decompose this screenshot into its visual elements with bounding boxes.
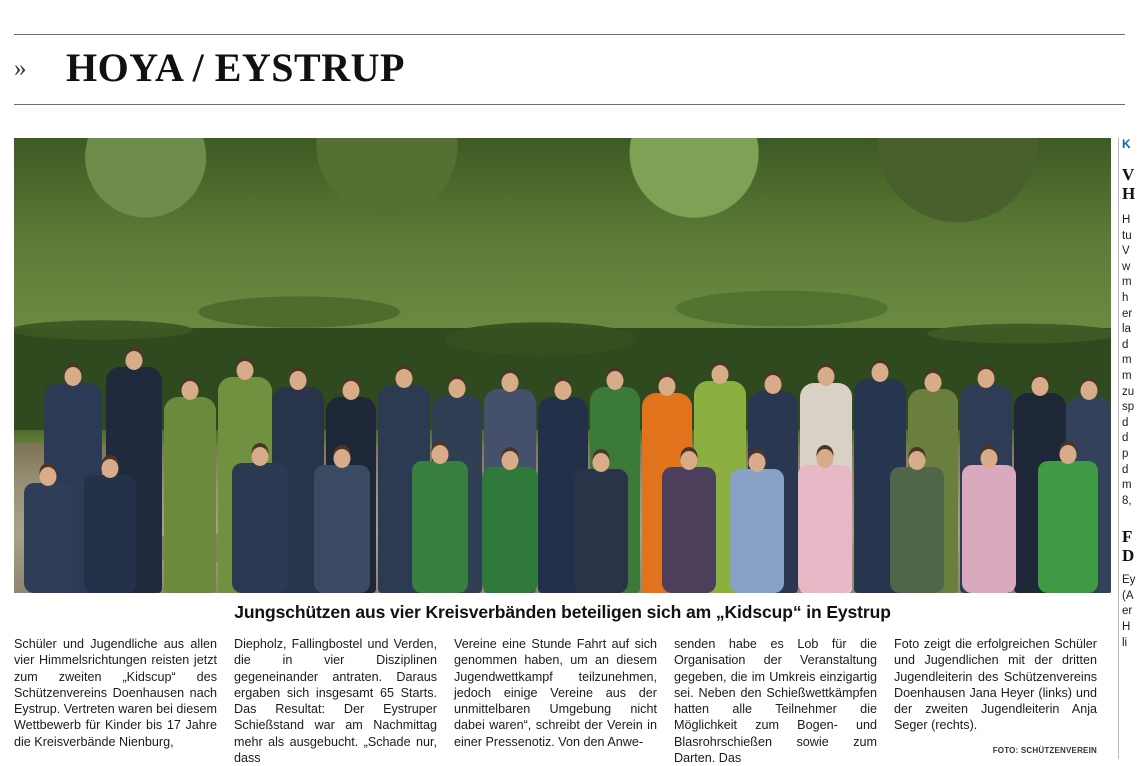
rail-headline-secondary [1122, 527, 1139, 565]
rail-headline [1122, 165, 1139, 203]
rail-body-line: m [1122, 354, 1132, 367]
rail-body-line: d [1122, 463, 1129, 476]
rail-body-line: la [1122, 323, 1131, 336]
rail-body-line: er [1122, 307, 1133, 320]
person-figure [890, 467, 944, 593]
page-title: HOYA / EYSTRUP [66, 45, 405, 90]
rail-body-line: er [1122, 605, 1133, 618]
article-column-3 [454, 636, 657, 766]
rail-body-line: d [1122, 338, 1129, 351]
lead-article [14, 138, 1111, 766]
person-figure [24, 483, 72, 593]
rail-body-line: tu [1122, 229, 1132, 242]
person-figure [798, 465, 852, 593]
article-paragraph: Diepholz, Fallingbostel und Verden, die in vier Disziplinen gegeneinander antraten. Daraus ergaben sich insgesamt 65 Starts. Das Resultat: Der Eystruper Schießstand war am Nachmittag mehr als ausgebucht. „Schade nur, dass [234, 637, 437, 766]
article-column-2 [234, 636, 437, 766]
article-column-5 [894, 636, 1097, 766]
rail-body-line: (A [1122, 589, 1134, 602]
rail-body-line: sp [1122, 401, 1135, 414]
article-paragraph: Foto zeigt die erfolgreichen Schüler und Jugendlichen mit der dritten Jugendleiterin des Schützenvereins Doenhausen Jana Heyer (links) und der zweiten Jugendleiterin Anja Seger (rechts). [894, 637, 1097, 733]
section-marker-icon: » [14, 55, 27, 82]
person-figure [962, 465, 1016, 593]
person-figure [314, 465, 370, 593]
rail-kicker: K [1122, 138, 1131, 151]
person-figure [574, 469, 628, 593]
rail-body-line: H [1122, 621, 1131, 634]
rail-body-line: p [1122, 447, 1129, 460]
article-paragraph: senden habe es Lob für die Organisation der Veranstaltung gegeben, die im Umkreis einzigartig sei. Neben den Schießwettkämpfen hatten alle Teilnehmer die Möglichkeit zum Bogen- und Blasrohrschießen sowie zum Darten. Das [674, 637, 877, 766]
article-photo [14, 138, 1111, 593]
article-column-1 [14, 636, 217, 766]
person-figure [232, 463, 288, 593]
rail-body-line: li [1122, 636, 1128, 649]
photo-group-of-people [14, 208, 1111, 593]
article-body-columns [14, 636, 1111, 766]
person-figure [730, 469, 784, 593]
article-paragraph: Vereine eine Stunde Fahrt auf sich genommen haben, um an diesem Jugendwettkampf teilzunehmen, jedoch einige Vereine aus der unmittelbaren Umgebung nicht dabei waren“, schreibt der Verein in einer Pressenotiz. Von den Anwe- [454, 637, 657, 749]
rail-headline-line: D [1122, 546, 1135, 566]
masthead-rule-bottom [14, 104, 1125, 105]
rail-body-line: m [1122, 276, 1132, 289]
rail-body-line: H [1122, 214, 1131, 226]
rail-body-line: d [1122, 416, 1129, 429]
photo-credit: FOTO: SCHÜTZENVEREIN [992, 745, 1097, 755]
rail-body-line: m [1122, 479, 1132, 492]
rail-body-secondary [1122, 573, 1139, 651]
masthead-rule-top [14, 34, 1125, 35]
person-figure [84, 475, 136, 593]
rail-body-line: zu [1122, 385, 1135, 398]
right-rail-column [1122, 138, 1139, 759]
rail-body-line: 8, [1122, 494, 1132, 507]
person-figure [482, 467, 538, 593]
rail-divider [1118, 138, 1119, 759]
page-masthead [0, 0, 1139, 112]
rail-headline-line: H [1122, 184, 1136, 203]
rail-headline-line: V [1122, 165, 1135, 184]
person-figure [412, 461, 468, 593]
rail-body-line: m [1122, 369, 1132, 382]
rail-body-line: Ey [1122, 574, 1136, 587]
rail-body [1122, 213, 1139, 509]
person-figure [164, 397, 216, 593]
person-figure [662, 467, 716, 593]
rail-body-line: d [1122, 432, 1129, 445]
article-headline: Jungschützen aus vier Kreisverbänden beteiligen sich am „Kidscup“ in Eystrup [234, 602, 891, 622]
article-column-4 [674, 636, 877, 766]
article-paragraph: Schüler und Jugendliche aus allen vier Himmelsrichtungen reisten jetzt zum zweiten „Kidscup“ des Schützenvereins Doenhausen nach Eystrup. Vertreten waren bei diesem Wettbewerb für Kinder bis 17 Jahre die Kreisverbände Nienburg, [14, 637, 218, 749]
person-figure [1038, 461, 1098, 593]
rail-headline-line: F [1122, 527, 1133, 547]
rail-body-line: w [1122, 260, 1131, 273]
rail-body-line: h [1122, 291, 1129, 304]
rail-body-line: V [1122, 245, 1130, 258]
